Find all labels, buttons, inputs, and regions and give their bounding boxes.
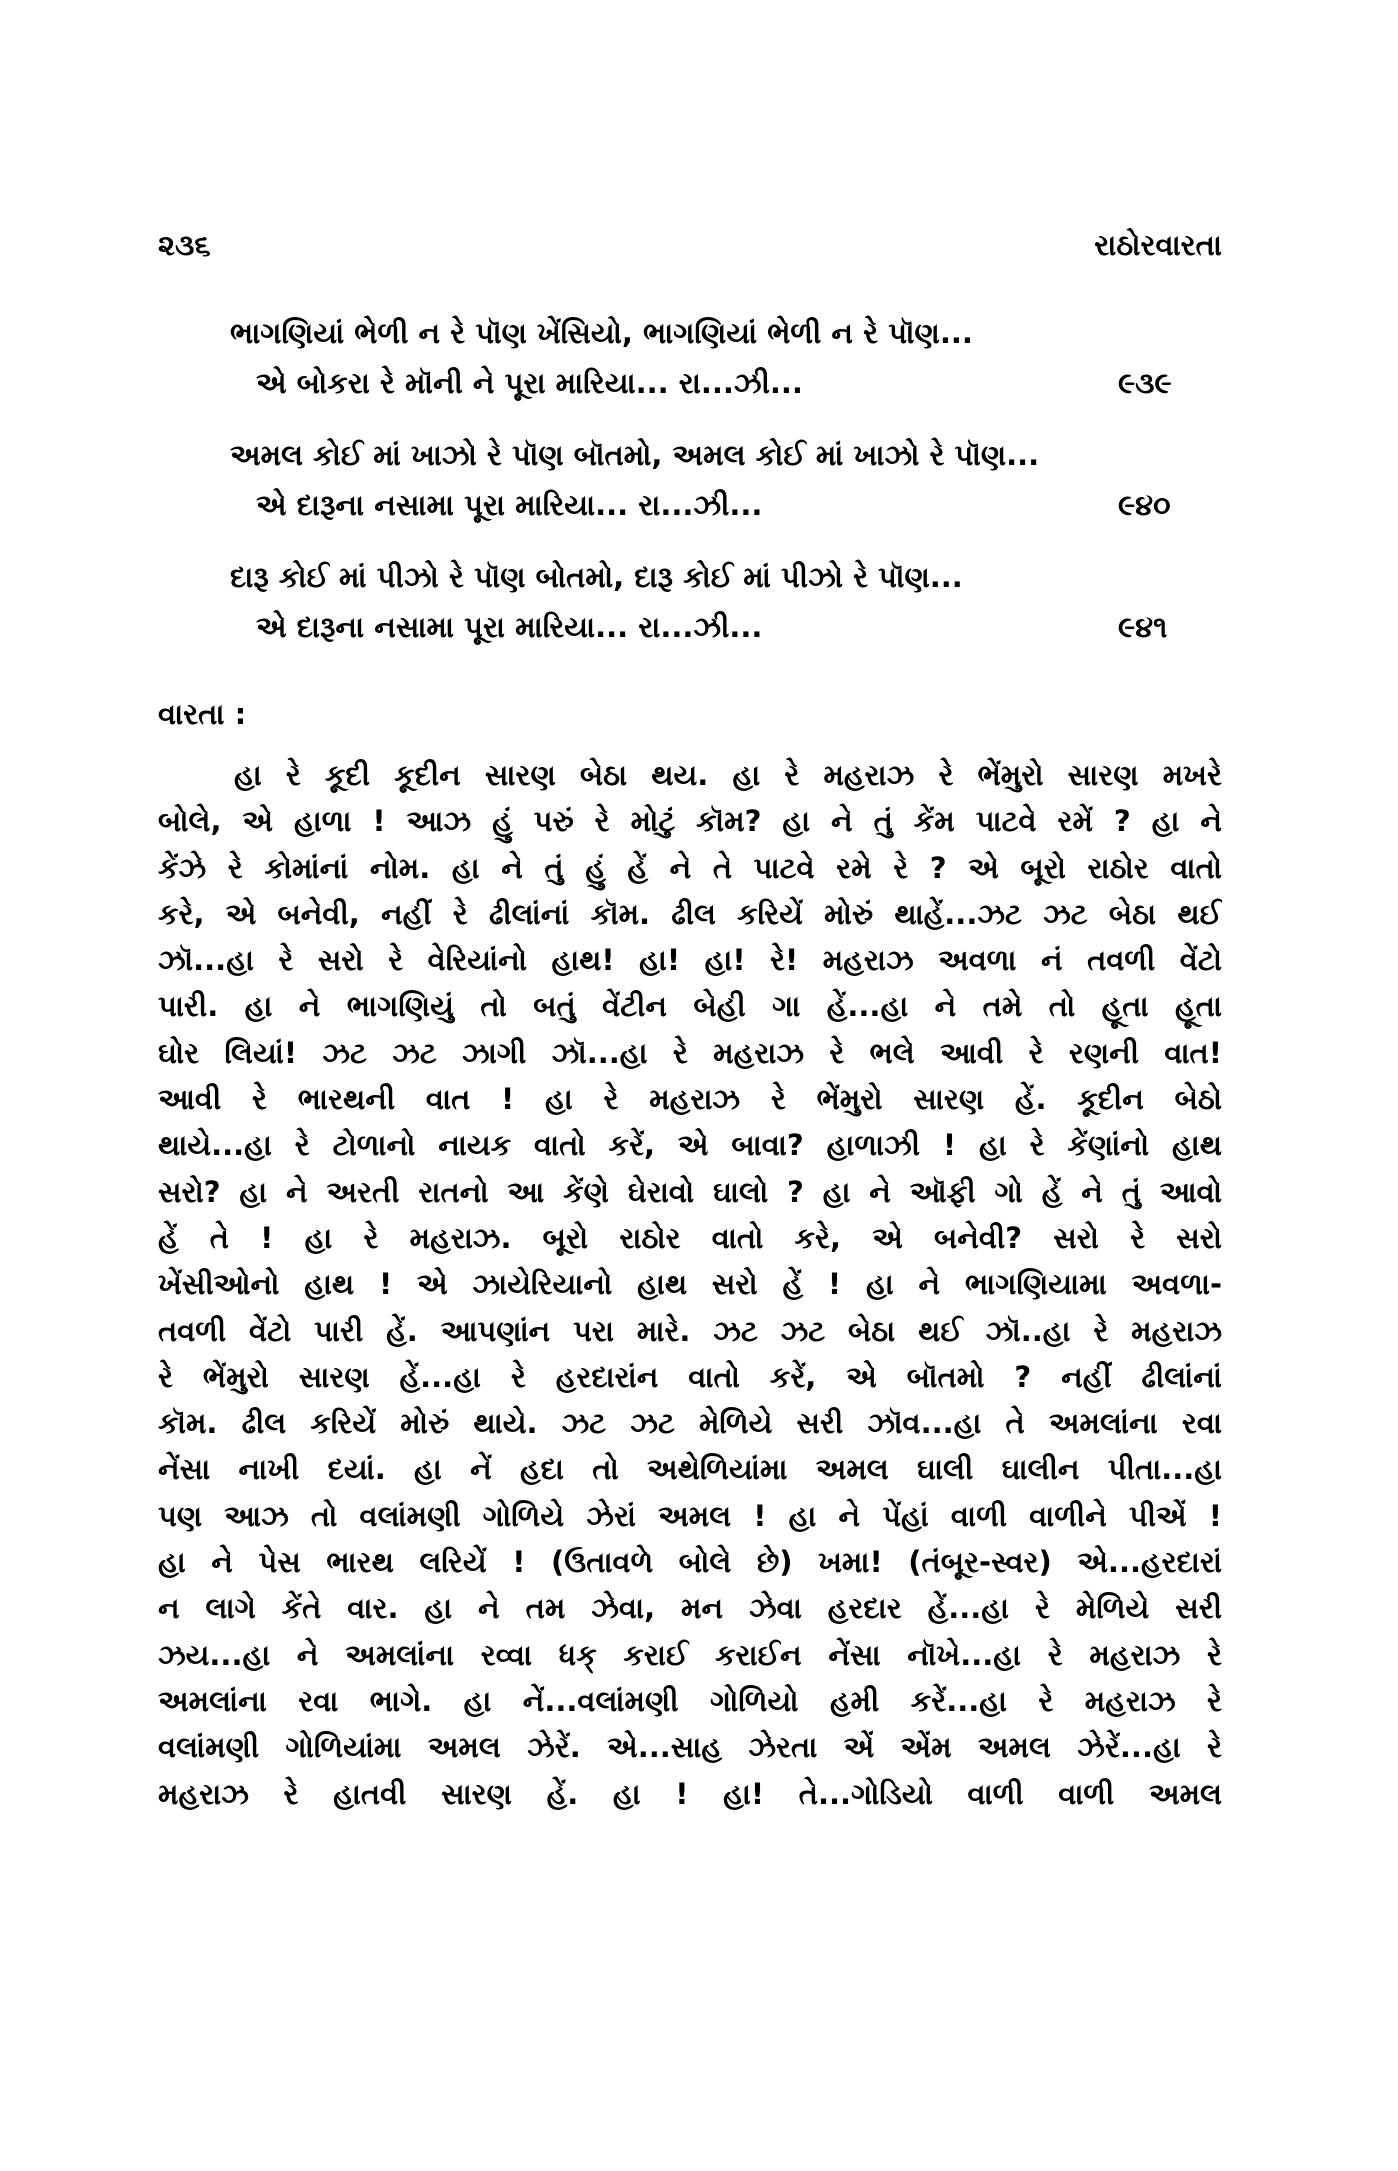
- stanza: [230, 430, 1230, 530]
- prose-line: કેંઝે રે કોમાંનાં નોમ. હા ને તું હું હેં ને તે પાટવે રમે રે ? એ બૂરો રાઠોર વાતો: [158, 850, 1222, 885]
- prose-line: હા રે કૂદી કૂદીન સારણ બેઠા થય. હા રે મહરાઝ રે ભેંમુરો સારણ મખરે: [234, 758, 1222, 792]
- prose-line: ઝૉ...હા રે સરો રે વેરિયાંનો હાથ! હા! હા! રે! મહરાઝ અવળા નં તવળી વેંટો: [158, 943, 1222, 978]
- verse-line-text: એ બોકરા રે મૉની ને પૂરા મારિયા... રા...ઝી...: [256, 366, 803, 400]
- verse-line: [230, 602, 1230, 652]
- prose-line: ન લાગે કેંતે વાર. હા ને તમ ઝેવા, મન ઝેવા હરદાર હેં...હા રે મેળિયે સરી: [158, 1591, 1222, 1626]
- page-header: [158, 228, 1222, 272]
- prose-line: રે ભેંમુરો સારણ હેં...હા રે હરદારાંન વાતો કરેં, એ બૉતમો ? નહીં ઢીલાંનાં: [158, 1359, 1222, 1394]
- prose-line: કરે, એ બનેવી, નહીં રે ઢીલાંનાં કૉમ. ઢીલ કરિયેં મોરું થાહેં...ઝટ ઝટ બેઠા થઈ: [158, 896, 1222, 931]
- prose-line: તવળી વેંટો પારી હેં. આપણાંન પરા મારે. ઝટ ઝટ બેઠા થઈ ઝૉ..હા રે મહરાઝ: [158, 1313, 1222, 1348]
- story-heading: વારતા :: [158, 697, 247, 731]
- prose-line: મહરાઝ રે હાતવી સારણ હેં. હા ! હા! તે...ગોડિયો વાળી વાળી અમલ: [158, 1776, 1222, 1811]
- verse-number: ૯૪૧: [1118, 610, 1168, 644]
- prose-line: કૉમ. ઢીલ કરિયેં મોરું થાયે. ઝટ ઝટ મેળિયે સરી ઝૉવ...હા તે અમલાંના રવા: [158, 1406, 1222, 1441]
- prose-line: નેંસા નાખી દયાં. હા નેં હદા તો અથેળિયાંમા અમલ ઘાલી ઘાલીન પીતા...હા: [158, 1452, 1222, 1487]
- prose-line: ખેંસીઓનો હાથ ! એ ઝાયેરિયાનો હાથ સરો હેં ! હા ને ભાગણિયામા અવળા-: [158, 1267, 1222, 1302]
- prose-line: આવી રે ભારથની વાત ! હા રે મહરાઝ રે ભેંમુરો સારણ હેં. કૂદીન બેઠો: [158, 1082, 1222, 1117]
- story-paragraph: [158, 752, 1222, 1817]
- prose-line: ઝય...હા ને અમલાંના રવ્વા ધક્ કરાઈ કરાઈન નેંસા નૉખે...હા રે મહરાઝ રે: [158, 1637, 1222, 1672]
- stanza: [230, 308, 1230, 408]
- prose-line: ઘોર લિયાં! ઝટ ઝટ ઝાગી ઝૉ...હા રે મહરાઝ રે ભલે આવી રે રણની વાત!: [158, 1035, 1222, 1070]
- verse-line: [230, 480, 1230, 530]
- verse-line: દારૂ કોઈ માં પીઝો રે પૉણ બોતમો, દારૂ કોઈ માં પીઝો રે પૉણ...: [230, 560, 963, 594]
- verse-block: [230, 308, 1230, 674]
- prose-line: સરો? હા ને અરતી રાતનો આ કેંણે ઘેરાવો ઘાલો ? હા ને ઑફી ગો હેં ને તું આવો: [158, 1174, 1222, 1209]
- page-number: ૨૩૬: [158, 228, 211, 262]
- verse-number: ૯૩૯: [1118, 366, 1172, 400]
- prose-line: અમલાંના રવા ભાગે. હા નેં...વલાંમણી ગોળિયો હમી કરેં...હા રે મહરાઝ રે: [158, 1683, 1222, 1718]
- stanza: [230, 552, 1230, 652]
- prose-line: હેં તે ! હા રે મહરાઝ. બૂરો રાઠોર વાતો કરે, એ બનેવી? સરો રે સરો: [158, 1220, 1222, 1255]
- verse-line-text: એ દારૂના નસામા પૂરા મારિયા... રા...ઝી...: [256, 488, 763, 522]
- verse-line-text: એ દારૂના નસામા પૂરા મારિયા... રા...ઝી...: [256, 610, 763, 644]
- prose-line: પણ આઝ તો વલાંમણી ગોળિયે ઝેરાં અમલ ! હા ને પેંહાં વાળી વાળીને પીએં !: [158, 1498, 1222, 1533]
- verse-line: [230, 358, 1230, 408]
- verse-line: અમલ કોઈ માં ખાઝો રે પૉણ બૉતમો, અમલ કોઈ માં ખાઝો રે પૉણ...: [230, 438, 1040, 472]
- verse-number: ૯૪૦: [1118, 488, 1171, 522]
- prose-line: પારી. હા ને ભાગણિયું તો બતું વેંટીન બેહી ગા હેં...હા ને તમે તો હૂતા હૂતા: [158, 989, 1222, 1024]
- prose-line: હા ને પેસ ભારથ લરિયેં ! (ઉતાવળે બોલે છે) ખમા! (તંબૂર-સ્વર) એ...હરદારાં: [158, 1545, 1222, 1580]
- prose-line: વલાંમણી ગોળિયાંમા અમલ ઝેરેં. એ...સાહ ઝેરતા એં એંમ અમલ ઝેરેં...હા રે: [158, 1730, 1222, 1765]
- verse-line: ભાગણિયાં ભેળી ન રે પૉણ ખેંસિયો, ભાગણિયાં ભેળી ન રે પૉણ...: [230, 316, 973, 350]
- prose-line: થાયે...હા રે ટોળાનો નાયક વાતો કરેં, એ બાવા? હાળાઝી ! હા રે કેંણાંનો હાથ: [158, 1128, 1222, 1163]
- prose-line: બોલે, એ હાળા ! આઝ હું પરું રે મોટું કૉમ? હા ને તું કેંમ પાટવે રમેં ? હા ને: [158, 804, 1222, 839]
- running-title: રાઠોરવારતા: [1094, 228, 1222, 262]
